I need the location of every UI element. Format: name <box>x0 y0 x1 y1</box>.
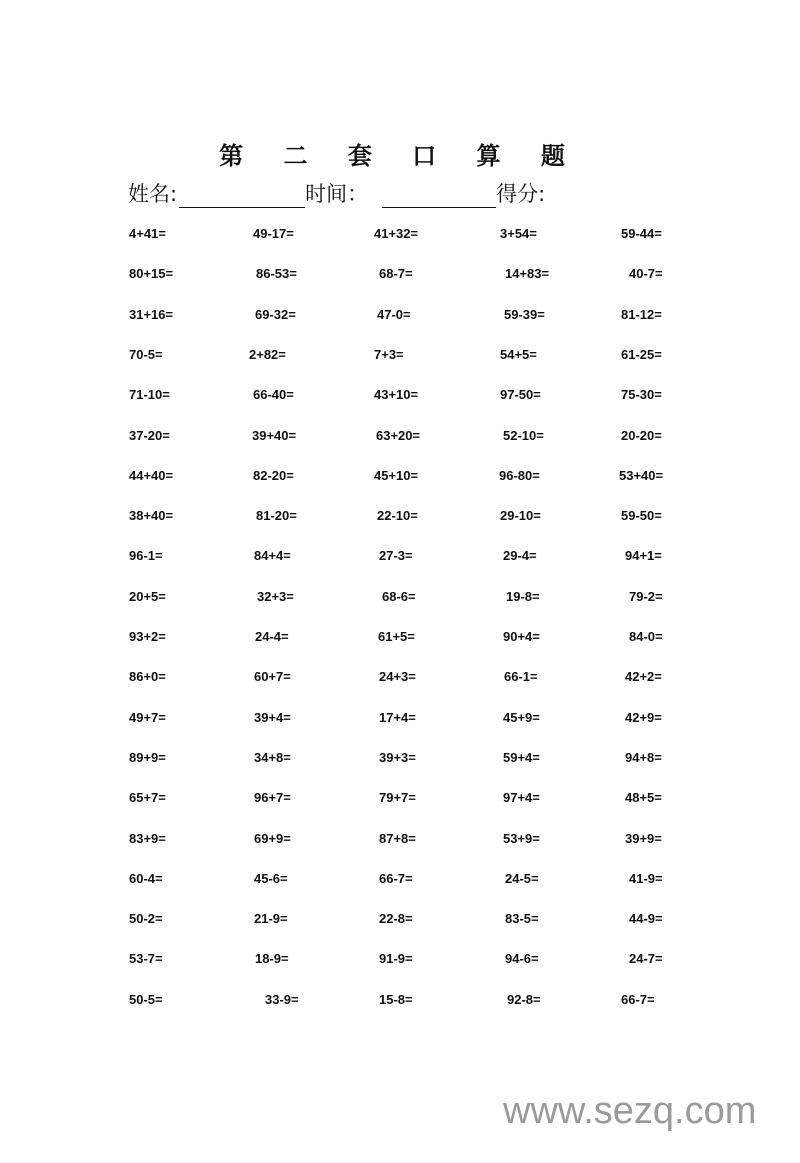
math-problem: 29-4= <box>503 548 537 564</box>
math-problem: 52-10= <box>503 427 544 443</box>
math-problem: 15-8= <box>379 991 413 1007</box>
math-problem: 2+82= <box>249 346 286 362</box>
math-problem: 4+41= <box>129 226 166 241</box>
math-problem: 45+9= <box>503 709 540 725</box>
math-problem: 32+3= <box>257 588 294 604</box>
math-problem: 66-1= <box>504 669 538 685</box>
problem-row <box>0 508 800 528</box>
problem-row <box>0 831 800 851</box>
math-problem: 93+2= <box>129 629 166 644</box>
math-problem: 66-7= <box>621 991 655 1007</box>
math-problem: 38+40= <box>129 508 174 524</box>
page-title: 第 二 套 口 算 题 <box>219 141 581 170</box>
math-problem: 21-9= <box>254 911 288 927</box>
math-problem: 44+40= <box>129 467 174 483</box>
math-problem: 86-53= <box>256 266 297 282</box>
math-problem: 59-44= <box>621 226 662 241</box>
math-problem: 97+4= <box>503 790 540 806</box>
math-problem: 71-10= <box>129 387 170 403</box>
math-problem: 80+15= <box>129 266 174 282</box>
math-problem: 91-9= <box>379 951 413 967</box>
math-problem: 87+8= <box>379 830 416 846</box>
math-problem: 65+7= <box>129 790 166 806</box>
math-problem: 24-7= <box>629 951 663 967</box>
math-problem: 48+5= <box>625 790 662 806</box>
math-problem: 53-7= <box>129 951 163 967</box>
math-problem: 96+7= <box>254 790 291 806</box>
math-problem: 37-20= <box>129 427 170 443</box>
math-problem: 34+8= <box>254 749 291 765</box>
math-problem: 79-2= <box>629 588 663 604</box>
problem-row <box>0 347 800 367</box>
math-problem: 22-10= <box>377 508 418 524</box>
math-problem: 22-8= <box>379 911 413 927</box>
math-problem: 39+40= <box>252 427 297 443</box>
math-problem: 92-8= <box>507 991 541 1007</box>
math-problem: 29-10= <box>500 508 541 524</box>
problem-row <box>0 307 800 327</box>
math-problem: 53+9= <box>503 830 540 846</box>
math-problem: 60+7= <box>254 669 291 685</box>
math-problem: 59-39= <box>504 306 545 322</box>
math-problem: 20+5= <box>129 588 166 604</box>
time-label: 时间： <box>305 182 369 206</box>
math-problem: 69-32= <box>255 306 296 322</box>
math-problem: 31+16= <box>129 306 174 322</box>
problem-row <box>0 226 800 246</box>
math-problem: 53+40= <box>619 467 664 483</box>
math-problem: 42+9= <box>625 709 662 725</box>
math-problem: 86+0= <box>129 669 166 685</box>
problem-row <box>0 428 800 448</box>
math-problem: 17+4= <box>379 709 416 725</box>
math-problem: 96-1= <box>129 548 163 564</box>
math-problem: 75-30= <box>621 387 662 403</box>
math-problem: 47-0= <box>377 306 411 322</box>
math-problem: 83-5= <box>505 911 539 927</box>
math-problem: 44-9= <box>629 911 663 927</box>
math-problem: 39+4= <box>254 709 291 725</box>
math-problem: 54+5= <box>500 346 537 362</box>
math-problem: 33-9= <box>265 991 299 1007</box>
math-problem: 43+10= <box>374 387 419 403</box>
time-blank[interactable] <box>382 185 496 208</box>
problem-row <box>0 790 800 810</box>
problem-row <box>0 387 800 407</box>
math-problem: 49+7= <box>129 709 166 725</box>
math-problem: 49-17= <box>253 226 294 241</box>
problem-row <box>0 669 800 689</box>
math-problem: 50-2= <box>129 911 163 927</box>
problem-row <box>0 629 800 649</box>
math-problem: 41-9= <box>629 870 663 886</box>
math-problem: 89+9= <box>129 749 166 765</box>
math-problem: 97-50= <box>500 387 541 403</box>
student-info-header <box>128 178 545 208</box>
math-problem: 24+3= <box>379 669 416 685</box>
name-blank[interactable] <box>179 185 305 208</box>
problem-row <box>0 589 800 609</box>
math-problem: 61-25= <box>621 346 662 362</box>
problem-row <box>0 266 800 286</box>
math-problem: 63+20= <box>376 427 421 443</box>
math-problem: 18-9= <box>255 951 289 967</box>
math-problem: 60-4= <box>129 870 163 886</box>
math-problem: 81-12= <box>621 306 662 322</box>
math-problem: 94+8= <box>625 749 662 765</box>
math-problem: 27-3= <box>379 548 413 564</box>
math-problem: 84-0= <box>629 629 663 644</box>
math-problem: 19-8= <box>506 588 540 604</box>
problem-row <box>0 992 800 1012</box>
problem-row <box>0 911 800 931</box>
math-problem: 20-20= <box>621 427 662 443</box>
math-problem: 42+2= <box>625 669 662 685</box>
math-problem: 3+54= <box>500 226 537 241</box>
math-problem: 45-6= <box>254 870 288 886</box>
problem-row <box>0 548 800 568</box>
math-problem: 41+32= <box>374 226 419 241</box>
watermark: www.sezq.com <box>503 1090 757 1132</box>
math-problem: 59+4= <box>503 749 540 765</box>
score-label: 得分: <box>496 182 546 206</box>
problem-row <box>0 951 800 971</box>
math-problem: 82-20= <box>253 467 294 483</box>
math-problem: 69+9= <box>254 830 291 846</box>
math-problem: 83+9= <box>129 830 166 846</box>
math-problem: 81-20= <box>256 508 297 524</box>
math-problem: 84+4= <box>254 548 291 564</box>
math-problem: 94+1= <box>625 548 662 564</box>
name-label: 姓名: <box>128 182 178 206</box>
math-problem: 7+3= <box>374 346 404 362</box>
math-problem: 59-50= <box>621 508 662 524</box>
math-problem: 45+10= <box>374 467 419 483</box>
math-problem: 14+83= <box>505 266 550 282</box>
math-problem: 68-7= <box>379 266 413 282</box>
math-problem: 40-7= <box>629 266 663 282</box>
math-problem: 24-4= <box>255 629 289 644</box>
math-problem: 66-7= <box>379 870 413 886</box>
math-problem: 70-5= <box>129 346 163 362</box>
math-problem: 24-5= <box>505 870 539 886</box>
problem-row <box>0 871 800 891</box>
math-problem: 39+9= <box>625 830 662 846</box>
math-problem: 90+4= <box>503 629 540 644</box>
math-problem: 61+5= <box>378 629 415 644</box>
math-problem: 39+3= <box>379 749 416 765</box>
math-problem: 96-80= <box>499 467 540 483</box>
problem-row <box>0 468 800 488</box>
problem-row <box>0 710 800 730</box>
math-problem: 68-6= <box>382 588 416 604</box>
math-problem: 50-5= <box>129 991 163 1007</box>
math-problem: 94-6= <box>505 951 539 967</box>
math-problem: 79+7= <box>379 790 416 806</box>
problem-row <box>0 750 800 770</box>
math-problem: 66-40= <box>253 387 294 403</box>
